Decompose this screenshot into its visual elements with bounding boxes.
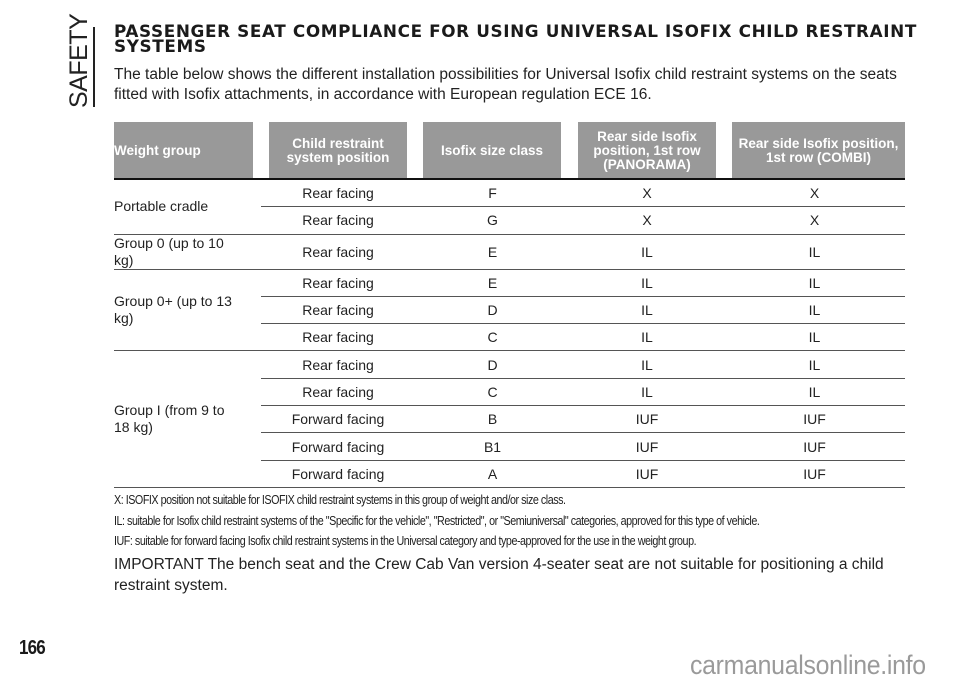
intro-paragraph: The table below shows the different installation possibilities for Universal Isofix child restraint systems on the seats fitted with Isofix attachments, in accordance with European regulation ECE 16. — [114, 66, 897, 103]
combi-cell: IL — [724, 351, 905, 378]
panorama-cell: IUF — [570, 460, 724, 487]
table-row — [114, 180, 905, 207]
size-class-cell: C — [415, 378, 570, 405]
weight-group-cell: Group I (from 9 to 18 kg) — [114, 351, 261, 487]
weight-group-cell: Group 0+ (up to 13 kg) — [114, 269, 261, 351]
panorama-cell: X — [570, 207, 724, 234]
size-class-cell: F — [415, 180, 570, 207]
weight-group-cell: Group 0 (up to 10 kg) — [114, 234, 261, 269]
header-panorama: Rear side Isofix position, 1st row (PANORAMA) — [578, 122, 716, 179]
combi-cell: X — [724, 207, 905, 234]
panorama-cell: IL — [570, 324, 724, 351]
crs-position-cell: Forward facing — [261, 460, 415, 487]
section-divider — [93, 27, 95, 107]
combi-cell: IL — [724, 269, 905, 296]
header-weight-group: Weight group — [114, 122, 253, 179]
size-class-cell: E — [415, 269, 570, 296]
page-title: PASSENGER SEAT COMPLIANCE FOR USING UNIVERSAL ISOFIX CHILD RESTRAINT SYSTEMS — [114, 22, 917, 56]
panorama-cell: IL — [570, 351, 724, 378]
crs-position-cell: Rear facing — [261, 324, 415, 351]
panorama-cell: IL — [570, 378, 724, 405]
combi-cell: IL — [724, 324, 905, 351]
size-class-cell: D — [415, 351, 570, 378]
section-label-text: SAFETY — [65, 13, 93, 108]
size-class-cell: G — [415, 207, 570, 234]
combi-cell: IL — [724, 296, 905, 323]
header-size-class: Isofix size class — [423, 122, 561, 179]
crs-position-cell: Forward facing — [261, 406, 415, 433]
size-class-cell: B — [415, 406, 570, 433]
footnote-iuf: IUF: suitable for forward facing Isofix child restraint systems in the Universal category and type-approved for the use in the weight group. — [114, 534, 697, 548]
combi-cell: IUF — [724, 433, 905, 460]
panorama-cell: X — [570, 180, 724, 207]
watermark: carmanualsonline.info — [690, 650, 926, 680]
footnotes — [114, 490, 819, 552]
table-header — [114, 122, 905, 179]
size-class-cell: C — [415, 324, 570, 351]
section-label — [64, 13, 94, 108]
combi-cell: IUF — [724, 460, 905, 487]
panorama-cell: IUF — [570, 406, 724, 433]
crs-position-cell: Rear facing — [261, 296, 415, 323]
combi-cell: IUF — [724, 406, 905, 433]
header-crs-position: Child restraint system position — [269, 122, 407, 179]
crs-position-cell: Forward facing — [261, 433, 415, 460]
combi-cell: IL — [724, 378, 905, 405]
page-number: 166 — [19, 637, 45, 659]
panorama-cell: IL — [570, 296, 724, 323]
header-combi: Rear side Isofix position, 1st row (COMBI) — [732, 122, 905, 179]
isofix-compliance-table — [114, 180, 905, 488]
crs-position-cell: Rear facing — [261, 351, 415, 378]
combi-cell: X — [724, 180, 905, 207]
crs-position-cell: Rear facing — [261, 378, 415, 405]
combi-cell: IL — [724, 234, 905, 269]
table-row — [114, 234, 905, 269]
weight-group-cell: Portable cradle — [114, 180, 261, 234]
crs-position-cell: Rear facing — [261, 269, 415, 296]
footnote-x: X: ISOFIX position not suitable for ISOFIX child restraint systems in this group of weight and/or size class. — [114, 493, 566, 507]
crs-position-cell: Rear facing — [261, 180, 415, 207]
footnote-il: IL: suitable for Isofix child restraint systems of the "Specific for the vehicle", "Restricted", or "Semiuniversal" categories, approved for this type of vehicle. — [114, 513, 760, 528]
crs-position-cell: Rear facing — [261, 207, 415, 234]
crs-position-cell: Rear facing — [261, 234, 415, 269]
size-class-cell: B1 — [415, 433, 570, 460]
panorama-cell: IUF — [570, 433, 724, 460]
panorama-cell: IL — [570, 269, 724, 296]
table-row — [114, 351, 905, 378]
important-note: IMPORTANT The bench seat and the Crew Cab Van version 4-seater seat are not suitable for positioning a child restraint system. — [114, 556, 884, 594]
size-class-cell: E — [415, 234, 570, 269]
size-class-cell: A — [415, 460, 570, 487]
size-class-cell: D — [415, 296, 570, 323]
table-row — [114, 269, 905, 296]
panorama-cell: IL — [570, 234, 724, 269]
